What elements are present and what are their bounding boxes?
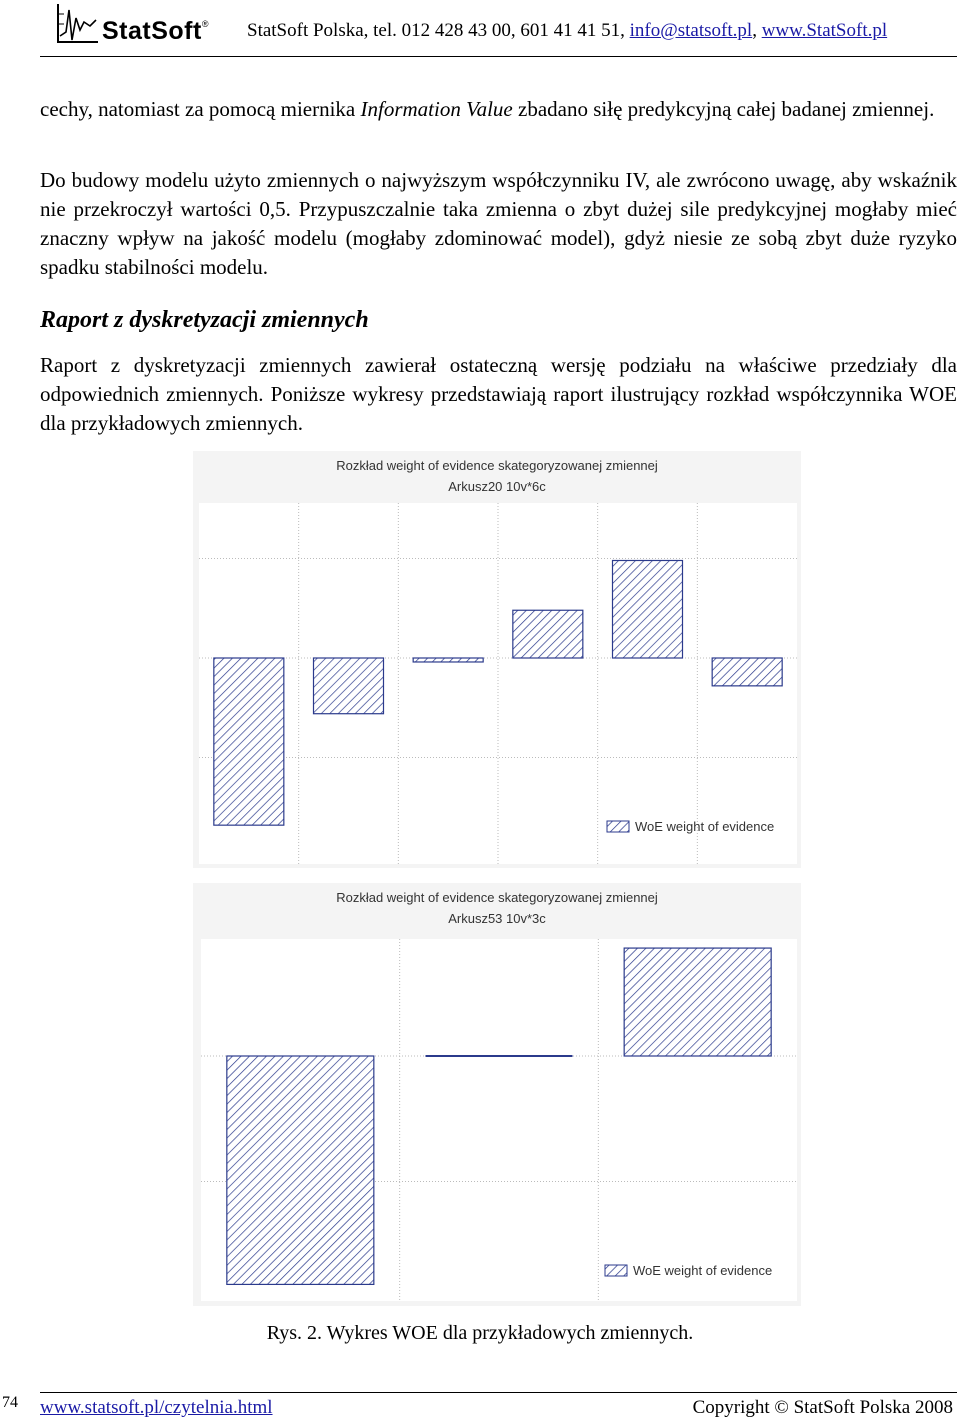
woe-bar	[227, 1056, 374, 1284]
chart-title: Rozkład weight of evidence skategoryzowanej zmiennej	[336, 890, 658, 905]
legend-label: WoE weight of evidence	[635, 819, 775, 834]
woe-bar	[613, 560, 683, 658]
header-contact: StatSoft Polska, tel. 012 428 43 00, 601 41 41 51, info@statsoft.pl, www.StatSoft.pl	[247, 20, 888, 41]
footer-link[interactable]: www.statsoft.pl/czytelnia.html	[40, 1397, 273, 1418]
chart-title: Rozkład weight of evidence skategoryzowanej zmiennej	[336, 458, 658, 473]
woe-bar	[624, 948, 771, 1056]
statsoft-logo-icon	[54, 2, 100, 46]
woe-bar	[513, 610, 583, 658]
email-link[interactable]: info@statsoft.pl	[629, 20, 753, 41]
legend-label: WoE weight of evidence	[633, 1263, 773, 1278]
legend-swatch	[605, 1265, 627, 1276]
figure-caption: Rys. 2. Wykres WOE dla przykładowych zmiennych.	[266, 1322, 694, 1344]
section-heading: Raport z dyskretyzacji zmiennych	[40, 307, 369, 333]
legend-swatch	[607, 821, 629, 832]
woe-bar	[314, 658, 384, 714]
paragraph-1: cechy, natomiast za pomocą miernika Information Value zbadano siłę predykcyjną całej badanej zmiennej.	[40, 97, 935, 121]
header-divider	[40, 56, 957, 57]
logo-wordmark: StatSoft®	[102, 17, 209, 45]
page-number: 74	[2, 1394, 18, 1411]
chart-subtitle: Arkusz20 10v*6c	[448, 479, 546, 494]
chart-subtitle: Arkusz53 10v*3c	[448, 911, 546, 926]
footer-divider	[40, 1392, 957, 1393]
woe-chart-1-svg	[193, 451, 801, 868]
woe-bar	[413, 658, 483, 662]
woe-bar	[712, 658, 782, 686]
website-link[interactable]: www.StatSoft.pl	[761, 20, 888, 41]
woe-bar	[214, 658, 284, 825]
paragraph-3: Raport z dyskretyzacji zmiennych zawierał ostateczną wersję podziału na właściwe przedziały dla odpowiednich zmiennych. Poniższe wykresy przedstawiają raport ilustrujący rozkład współczynnika WOE dla przykładowych zmiennych.	[40, 353, 957, 435]
paragraph-2: Do budowy modelu użyto zmiennych o najwyższym współczynniku IV, ale zwrócono uwagę, aby wskaźnik nie przekroczył wartości 0,5. Przypuszczalnie taka zmienna o zbyt dużej sile predykcyjnej mogłaby mieć znaczny wpływ na jakość modelu (mogłaby zdominować model), gdyż niesie ze sobą zbyt duże ryzyko spadku stabilności modelu.	[40, 168, 957, 279]
woe-chart-1	[193, 451, 801, 868]
footer-copyright: Copyright © StatSoft Polska 2008	[692, 1397, 953, 1418]
woe-chart-2	[193, 883, 801, 1306]
page-header	[0, 0, 960, 60]
woe-chart-2-svg	[193, 883, 801, 1306]
